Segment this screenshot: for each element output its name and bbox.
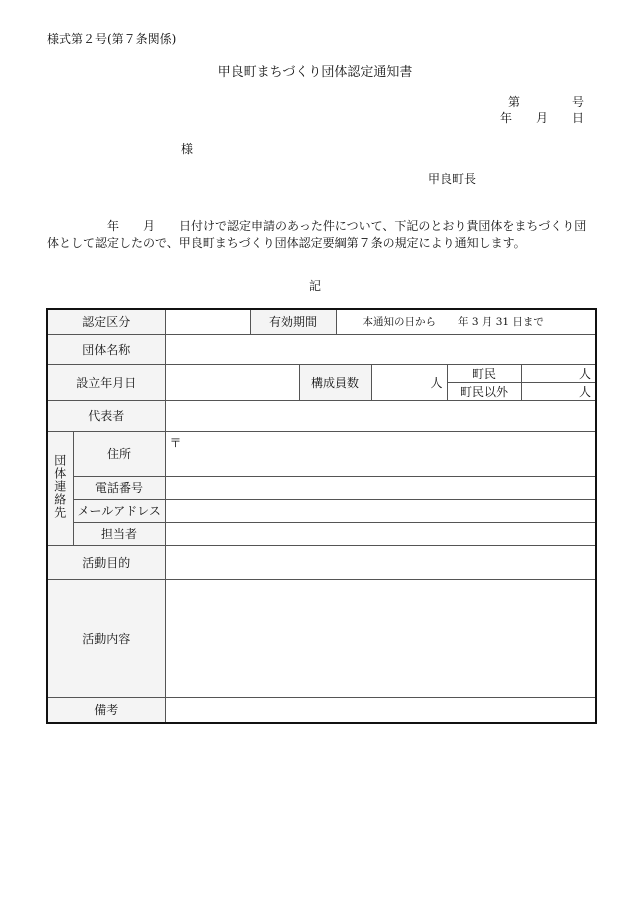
remarks-value[interactable]	[165, 697, 596, 723]
row-representative	[47, 400, 596, 431]
date-month: 月	[535, 111, 548, 125]
members-label: 構成員数	[299, 364, 371, 400]
phone-value[interactable]	[165, 476, 596, 499]
members-unit: 人	[430, 375, 443, 390]
representative-value[interactable]	[165, 400, 596, 431]
phone-label: 電話番号	[73, 476, 165, 499]
non-residents-value[interactable]	[521, 382, 596, 400]
contact-group-label-cell	[47, 431, 73, 545]
representative-label: 代表者	[47, 400, 165, 431]
residents-label: 町民	[447, 364, 521, 382]
row-group-name	[47, 334, 596, 364]
notification-body	[47, 218, 589, 252]
members-value[interactable]	[371, 364, 447, 400]
document-number-line	[508, 96, 584, 108]
group-name-label: 団体名称	[47, 334, 165, 364]
row-remarks	[47, 697, 596, 723]
established-value[interactable]	[165, 364, 299, 400]
postal-mark: 〒	[169, 435, 182, 450]
row-established-1	[47, 364, 596, 382]
cert-type-label: 認定区分	[47, 309, 165, 334]
non-residents-label: 町民以外	[447, 382, 521, 400]
validity-value	[336, 309, 596, 334]
certification-table	[46, 308, 597, 724]
cert-type-value[interactable]	[165, 309, 250, 334]
residents-value[interactable]	[521, 364, 596, 382]
purpose-value[interactable]	[165, 545, 596, 579]
email-value[interactable]	[165, 499, 596, 522]
row-purpose	[47, 545, 596, 579]
person-in-charge-value[interactable]	[165, 522, 596, 545]
issue-date-line	[500, 112, 584, 124]
date-year: 年	[499, 111, 512, 125]
validity-from: 本通知の日から	[362, 316, 437, 329]
purpose-label: 活動目的	[47, 545, 165, 579]
established-label: 設立年月日	[47, 364, 165, 400]
ki-heading: 記	[308, 279, 321, 293]
person-in-charge-label: 担当者	[73, 522, 165, 545]
content-label: 活動内容	[47, 579, 165, 697]
issuer: 甲良町長	[428, 172, 477, 186]
group-name-value[interactable]	[165, 334, 596, 364]
validity-label: 有効期間	[250, 309, 336, 334]
row-address	[47, 431, 596, 476]
date-day: 日	[571, 111, 584, 125]
non-residents-unit: 人	[579, 384, 592, 399]
residents-unit: 人	[579, 366, 592, 381]
row-content	[47, 579, 596, 697]
document-title: 甲良町まちづくり団体認定通知書	[217, 65, 413, 80]
number-suffix: 号	[571, 95, 584, 109]
contact-group-label: 団体連絡先	[52, 454, 67, 519]
form-number: 様式第２号(第７条関係)	[47, 32, 177, 46]
email-label: メールアドレス	[73, 499, 165, 522]
row-phone	[47, 476, 596, 499]
number-prefix: 第	[507, 95, 520, 109]
remarks-label: 備考	[47, 697, 165, 723]
content-value[interactable]	[165, 579, 596, 697]
validity-to: 年 3 月 31 日まで	[458, 316, 544, 329]
notification-text: 年 月 日付けで認定申請のあった件について、下記のとおり貴団体をまちづくり団体として認定したので、甲良町まちづくり団体認定要綱第７条の規定により通知します。	[47, 219, 587, 250]
addressee-honorific: 様	[181, 142, 194, 156]
row-cert-type	[47, 309, 596, 334]
row-person-in-charge	[47, 522, 596, 545]
row-email	[47, 499, 596, 522]
address-label: 住所	[73, 431, 165, 476]
address-value[interactable]	[165, 431, 596, 476]
